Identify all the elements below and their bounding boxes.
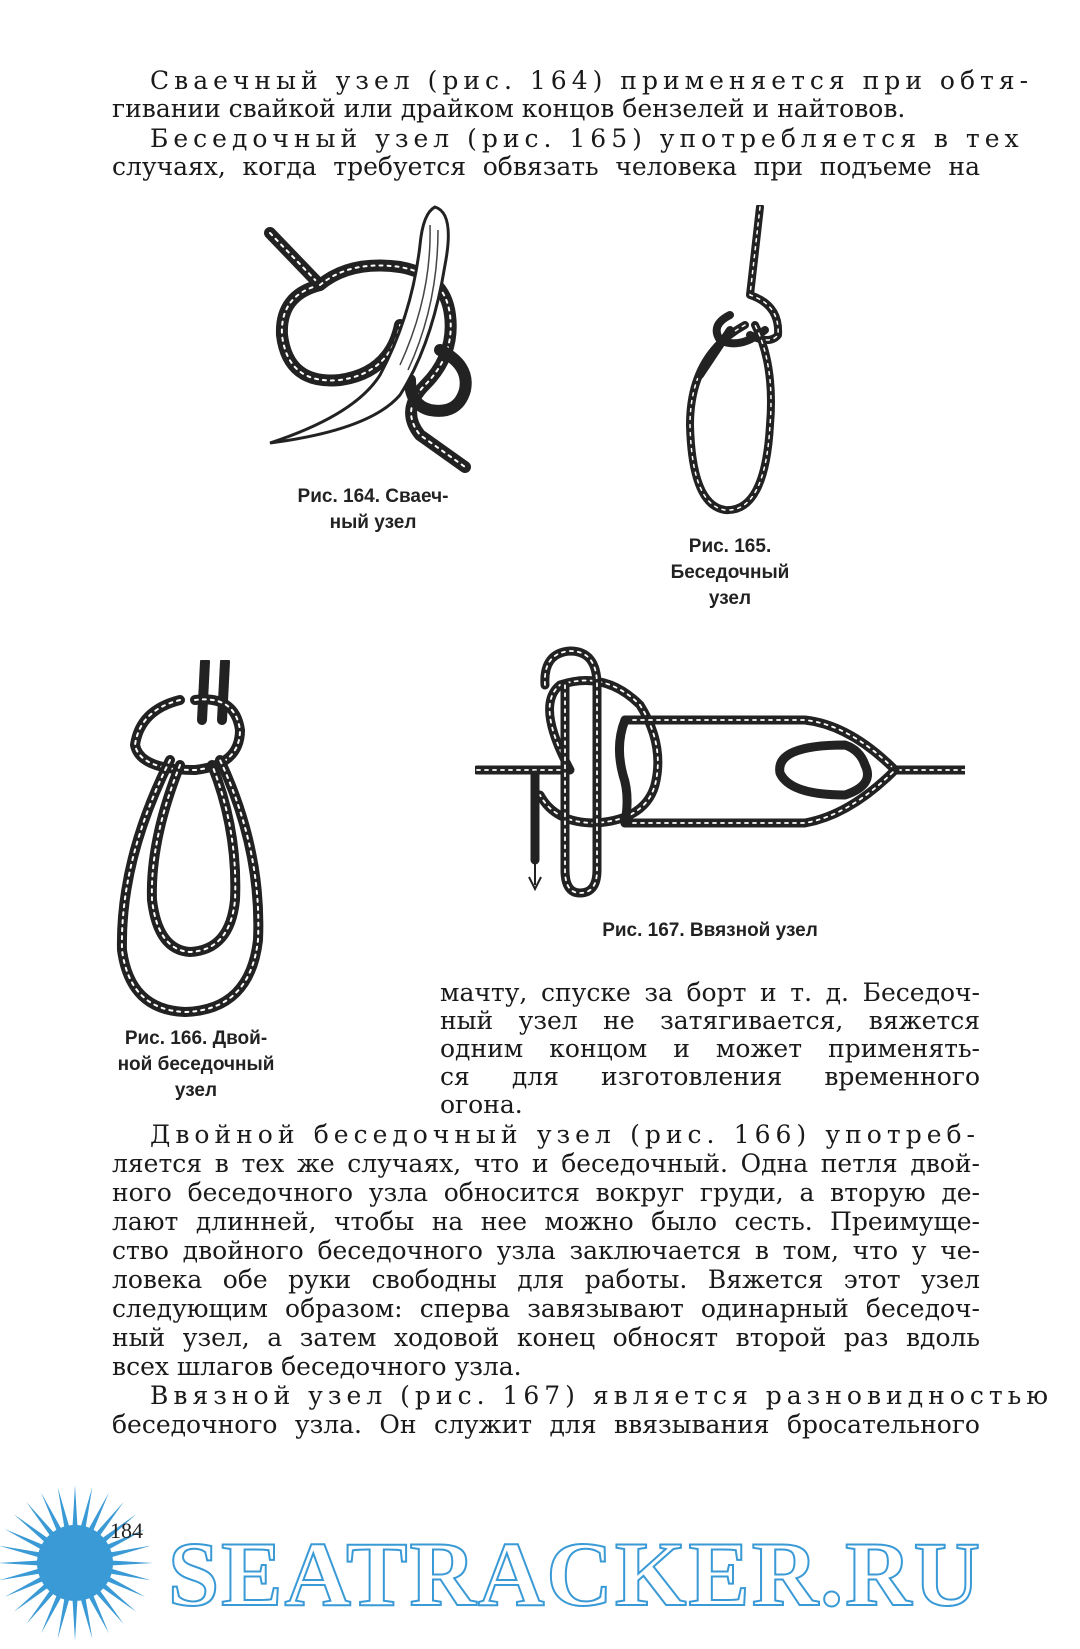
fig-166-standing-parts [202, 662, 225, 720]
fig-164-caption-line-1: Рис. 164. Сваеч- [297, 486, 449, 507]
fig-167-eye-end [619, 720, 627, 823]
fig-165-caption-line-3: узел [708, 588, 752, 609]
sun-ray [72, 1599, 77, 1641]
sun-ray [81, 1597, 93, 1639]
sun-ray [26, 1590, 54, 1624]
paragraph-4-line-1: Ввязной узел (рис. 167) является разновидностью [150, 1381, 1054, 1410]
paragraph-3-line-2: ляется в тех же случаях, что и беседочный. Одна петля двой- [112, 1149, 980, 1178]
sun-ray [95, 1590, 123, 1624]
sun-ray [26, 1502, 54, 1536]
sun-ray [0, 1546, 41, 1558]
fig-166-double-bowline-drawing [100, 660, 300, 1060]
fig-165-loop [690, 325, 771, 510]
sun-ray [111, 1560, 153, 1565]
page-number: 184 [110, 1518, 143, 1543]
paragraph-3-line-1: Двойной беседочный узел (рис. 166) употреб- [150, 1120, 980, 1149]
paragraph-3-line-8: ный узел, а затем ходовой конец обносят второй раз вдоль [112, 1323, 980, 1352]
fig-167-direction-arrow [529, 860, 541, 889]
paragraph-1-line-2: гивании свайкой или драйком концов бензелей и найтовов. [112, 94, 906, 123]
fig-165-caption-line-2: Беседочный [670, 562, 790, 583]
sun-ray [0, 1560, 39, 1565]
watermark-text: SEATRACKER.RU [168, 1523, 983, 1625]
sun-ray [0, 1569, 41, 1581]
fig-164-caption-line-2: ный узел [329, 512, 417, 533]
fig-167-lower-line [625, 770, 895, 823]
watermark-sun-logo [0, 1478, 160, 1649]
sun-ray [109, 1569, 151, 1581]
paragraph-2-cont-line-2: ный узел не затягивается, вяжется [440, 1006, 980, 1035]
fig-167-heaving-line-knot-drawing [475, 645, 965, 945]
fig-166-caption-line-3: узел [174, 1080, 218, 1101]
sun-ray [72, 1485, 77, 1527]
sun-ray [58, 1597, 70, 1639]
paragraph-2-line-1: Беседочный узел (рис. 165) употребляется в тех [150, 124, 1024, 153]
fig-167-upper-line [625, 720, 965, 770]
sun-ray [14, 1514, 48, 1542]
fig-167-hitch-loop [780, 745, 868, 795]
fig-167-caption: Рис. 167. Ввязной узел [602, 920, 818, 941]
fig-166-caption-line-1: Рис. 166. Двой- [124, 1028, 268, 1049]
sun-ray [102, 1583, 136, 1611]
fig-165-bowline-drawing [670, 205, 810, 535]
paragraph-2-cont-line-1: мачту, спуске за борт и т. д. Беседоч- [440, 978, 980, 1007]
sun-ray [81, 1487, 93, 1529]
fig-164-marlinspike-hitch-drawing [260, 205, 500, 495]
paragraph-3-line-5: ство двойного беседочного узла заключается в том, что у че- [112, 1236, 980, 1265]
sun-ray [58, 1487, 70, 1529]
paragraph-2-cont-line-5: огона. [440, 1090, 523, 1119]
paragraph-3-line-3: ного беседочного узла обносится вокруг груди, а вторую де- [112, 1178, 980, 1207]
paragraph-3-line-6: ловека обе руки свободны для работы. Вяжется этот узел [112, 1265, 980, 1294]
paragraph-3-line-7: следующим образом: сперва завязывают одинарный беседоч- [112, 1294, 980, 1323]
sun-ray [109, 1546, 151, 1558]
paragraph-3-line-4: лают длинней, чтобы на нее можно было сесть. Преимуще- [112, 1207, 980, 1236]
paragraph-3-line-9: всех шлагов беседочного узла. [112, 1352, 522, 1381]
paragraph-2-line-2: случаях, когда требуется обвязать человека при подъеме на [112, 152, 980, 181]
paragraph-2-cont-line-3: одним концом и может применять- [440, 1034, 980, 1063]
fig-166-caption-line-2: ной беседочный [117, 1054, 275, 1075]
fig-165-caption-line-1: Рис. 165. [688, 536, 772, 557]
paragraph-1-line-1: Свaечный узел (рис. 164) применяется при обтя- [150, 66, 1034, 95]
paragraph-2-cont-line-4: ся для изготовления временного [440, 1062, 980, 1091]
fig-164-rope-left [270, 233, 400, 380]
sun-ray [14, 1583, 48, 1611]
fig-165-standing-part [750, 207, 778, 340]
paragraph-4-line-2: беседочного узла. Он служит для ввязывания бросательного [112, 1410, 980, 1439]
